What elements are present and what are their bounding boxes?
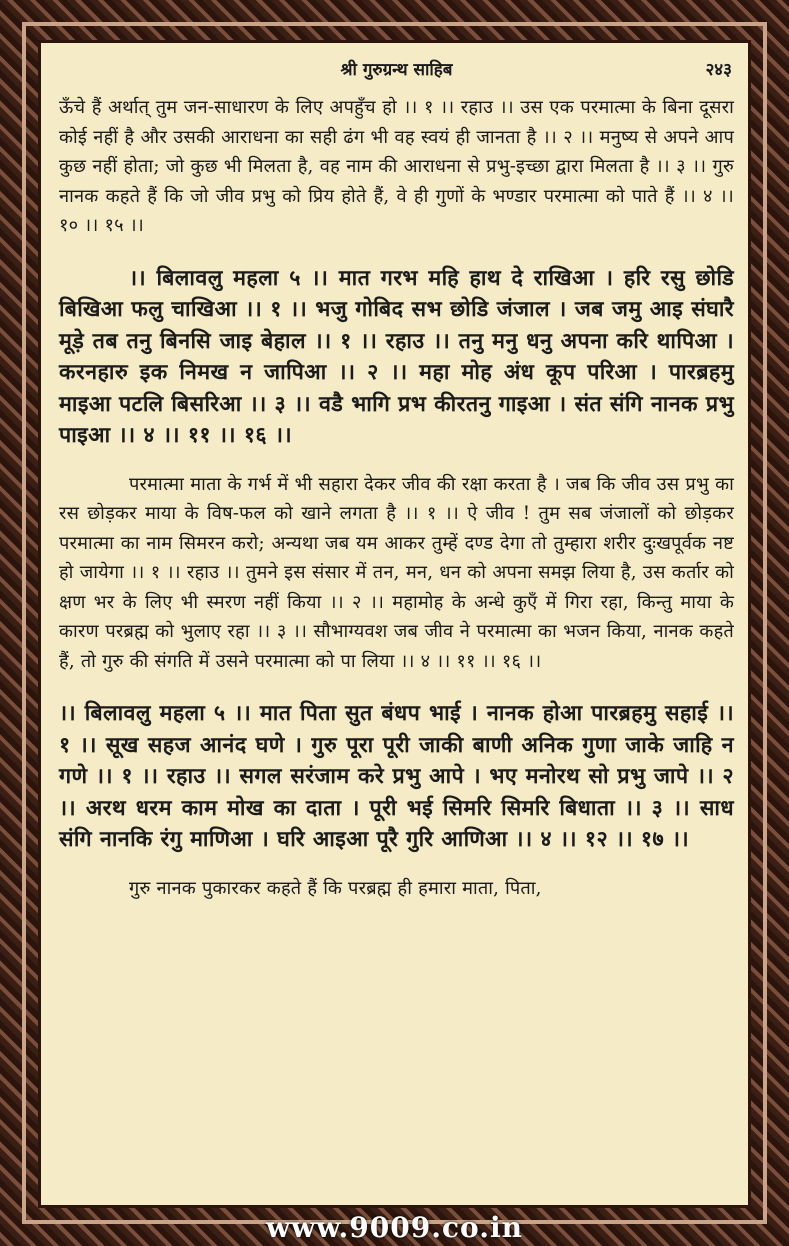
verse-bilaval-11: ।। बिलावलु महला ५ ।। मात गरभ महि हाथ दे राखिआ । हरि रसु छोडि बिखिआ फलु चाखिआ ।। १ ।। भजु गोबिद सभ छोडि जंजाल । जब जमु आइ संघारै मूड़े तब तनु बिनसि जाइ बेहाल ।। १ ।। रहाउ ।। तनु मनु धनु अपना करि थापिआ । करनहारु इक निमख न जापिआ ।। २ ।। महा मोह अंध कूप परिआ । पारब्रहमु माइआ पटलि बिसरिआ ।। ३ ।। वडै भागि प्रभ कीरतनु गाइआ । संत संगि नानक प्रभु पाइआ ।। ४ ।। ११ ।। १६ ।। [59,265,734,448]
page-header [59,57,734,87]
scripture-page [38,40,751,1208]
website-footer: www.9009.co.in [266,1211,523,1244]
verse-bilaval-12: ।। बिलावलु महला ५ ।। मात पिता सुत बंधप भाई । नानक होआ पारब्रहमु सहाई ।। १ ।। सूख सहज आनंद घणे । गुरु पूरा पूरी जाकी बाणी अनिक गुणा जाके जाहि न गणे ।। १ ।। रहाउ ।। सगल सरंजाम करे प्रभु आपे । भए मनोरथ सो प्रभु जापे ।। २ ।। अरथ धरम काम मोख का दाता । पूरी भई सिमरि सिमरि बिधाता ।। ३ ।। साध संगि नानकि रंगु माणिआ । घरि आइआ पूरै गुरि आणिआ ।। ४ ।। १२ ।। १७ ।। [59,701,734,852]
meaning-paragraph-11: परमात्मा माता के गर्भ में भी सहारा देकर जीव की रक्षा करता है । जब कि जीव उस प्रभु का रस छोड़कर माया के विष-फल को खाने लगता है ।। १ ।। ऐ जीव ! तुम सब जंजालों को छोड़कर परमात्मा का नाम सिमरन करो; अन्यथा जब यम आकर तुम्हें दण्ड देगा तो तुम्हारा शरीर दुःखपूर्वक नष्ट हो जायेगा ।। १ ।। रहाउ ।। तुमने इस संसार में तन, मन, धन को अपना समझ लिया है, उस कर्तार को क्षण भर के लिए भी स्मरण नहीं किया ।। २ ।। महामोह के अन्धे कुएँ में गिरा रहा, किन्तु माया के कारण परब्रह्म को भुलाए रहा ।। ३ ।। सौभाग्यवश जब जीव ने परमात्मा का भजन किया, नानक कहते हैं, तो गुरु की संगति में उसने परमात्मा को पा लिया ।। ४ ।। ११ ।। १६ ।। [59,473,734,672]
meaning-paragraph-12: गुरु नानक पुकारकर कहते हैं कि परब्रह्म ही हमारा माता, पिता, [129,877,542,899]
page-title: श्री गुरुग्रन्थ साहिब [340,60,453,80]
meaning-paragraph-continued: ऊँचे हैं अर्थात् तुम जन-साधारण के लिए अपहुँच हो ।। १ ।। रहाउ ।। उस एक परमात्मा के बिना दूसरा कोई नहीं है और उसकी आराधना का सही ढंग भी वह स्वयं ही जानता है ।। २ ।। मनुष्य से अपने आप कुछ नहीं होता; जो कुछ भी मिलता है, वह नाम की आराधना से प्रभु-इच्छा द्वारा मिलता है ।। ३ ।। गुरु नानक कहते हैं कि जो जीव प्रभु को प्रिय होते हैं, वे ही गुणों के भण्डार परमात्मा को पाते हैं ।। ४ ।। १० ।। १५ ।। [59,97,734,236]
page-number: २४३ [705,60,732,80]
